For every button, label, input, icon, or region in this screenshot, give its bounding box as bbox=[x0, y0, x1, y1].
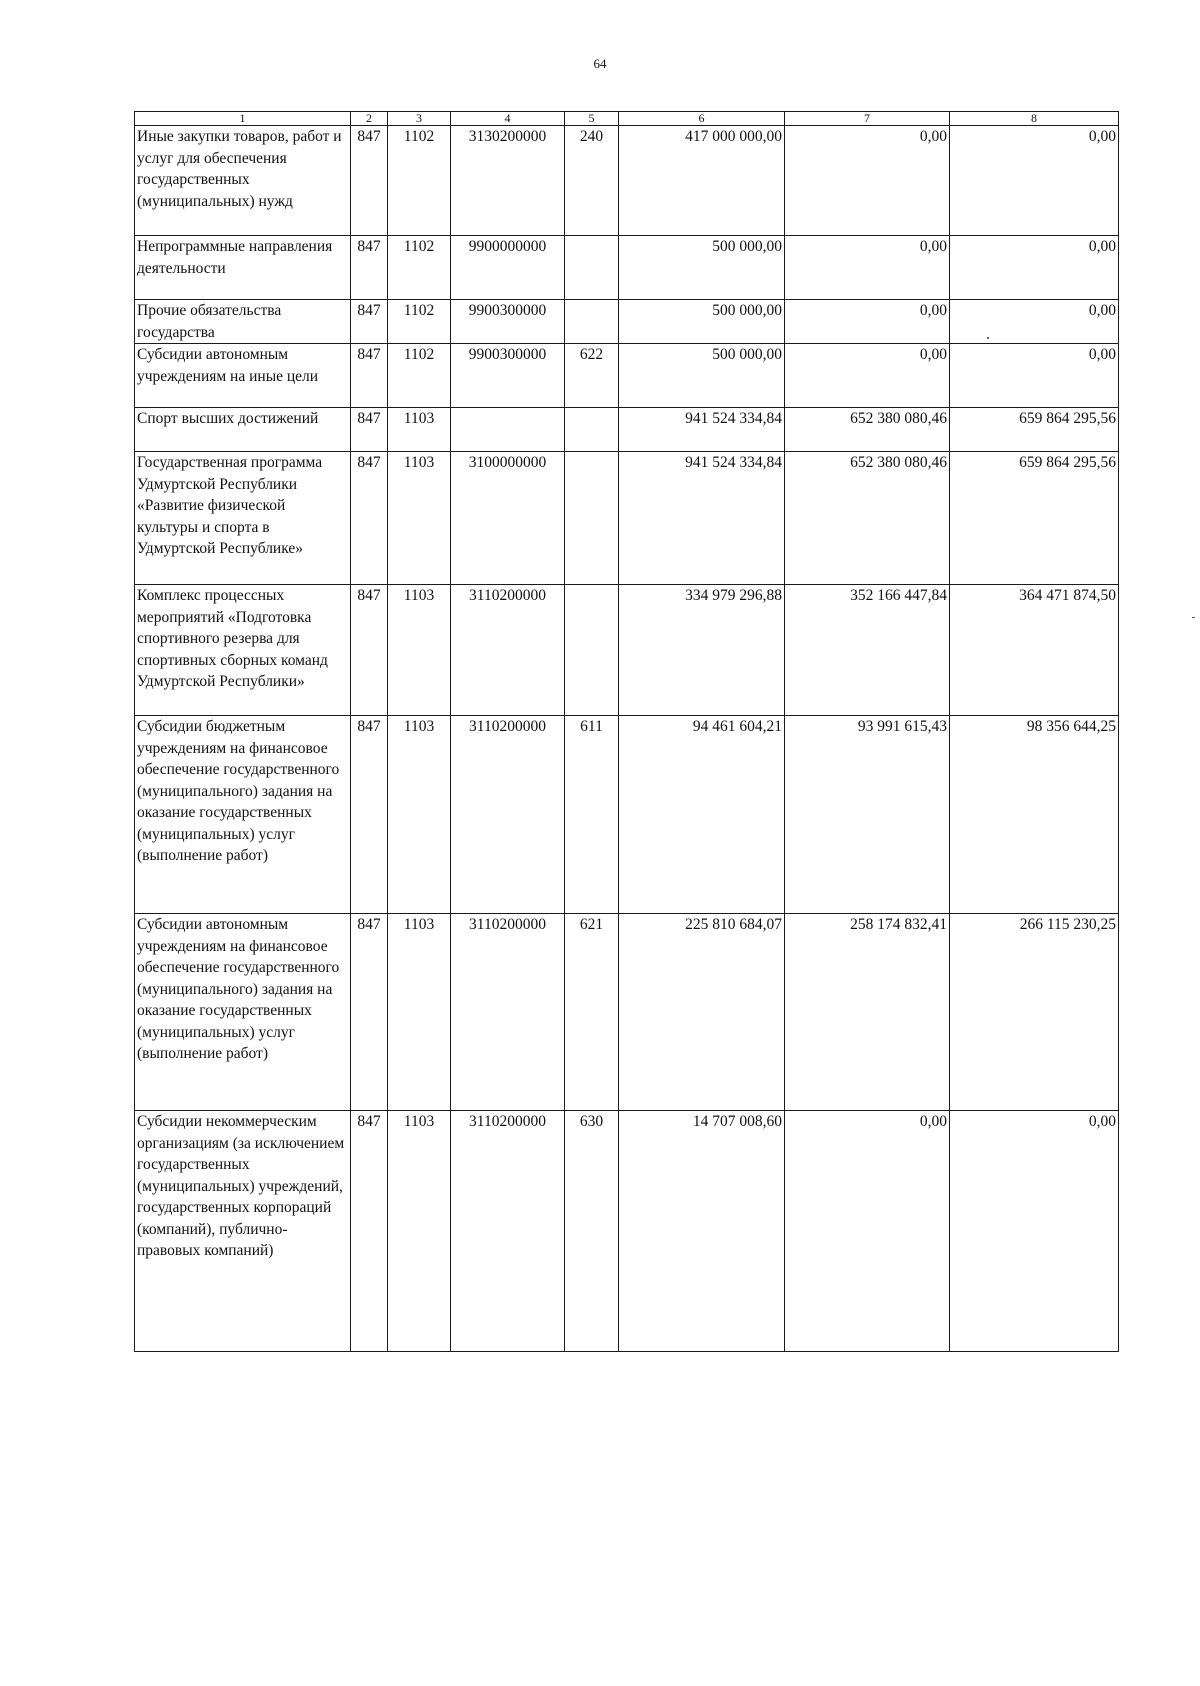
row-amount-col8: 364 471 874,50 bbox=[950, 585, 1119, 716]
row-target-code: 3100000000 bbox=[451, 452, 565, 585]
budget-table bbox=[134, 111, 1119, 1352]
row-expense-type bbox=[565, 300, 619, 344]
column-header: 5 bbox=[565, 112, 619, 126]
table-row bbox=[135, 585, 1119, 716]
row-name: Субсидии автономным учреждениям на иные цели bbox=[135, 344, 351, 408]
row-amount-col8: 0,00 bbox=[950, 126, 1119, 236]
column-header: 8 bbox=[950, 112, 1119, 126]
row-amount-col7: 352 166 447,84 bbox=[785, 585, 950, 716]
row-name: Спорт высших достижений bbox=[135, 408, 351, 452]
row-expense-type: 622 bbox=[565, 344, 619, 408]
row-target-code: 3110200000 bbox=[451, 1111, 565, 1352]
row-name: Государственная программа Удмуртской Республики «Развитие физической культуры и спорта в Удмуртской Республике» bbox=[135, 452, 351, 585]
row-amount-col7: 258 174 832,41 bbox=[785, 914, 950, 1111]
row-name: Прочие обязательства государства bbox=[135, 300, 351, 344]
table-row bbox=[135, 236, 1119, 300]
row-section-code: 1102 bbox=[388, 126, 451, 236]
row-admin-code: 847 bbox=[351, 585, 388, 716]
row-expense-type bbox=[565, 452, 619, 585]
column-header: 4 bbox=[451, 112, 565, 126]
row-amount-col6: 417 000 000,00 bbox=[619, 126, 785, 236]
row-section-code: 1102 bbox=[388, 344, 451, 408]
row-amount-col8: 659 864 295,56 bbox=[950, 452, 1119, 585]
row-admin-code: 847 bbox=[351, 344, 388, 408]
row-section-code: 1103 bbox=[388, 585, 451, 716]
row-section-code: 1103 bbox=[388, 716, 451, 914]
row-name: Комплекс процессных мероприятий «Подготовка спортивного резерва для спортивных сборных команд Удмуртской Республики» bbox=[135, 585, 351, 716]
row-section-code: 1102 bbox=[388, 300, 451, 344]
row-amount-col6: 941 524 334,84 bbox=[619, 452, 785, 585]
row-admin-code: 847 bbox=[351, 716, 388, 914]
row-amount-col8: 0,00 bbox=[950, 300, 1119, 344]
page-number: 64 bbox=[593, 56, 607, 71]
row-amount-col6: 500 000,00 bbox=[619, 300, 785, 344]
row-target-code: 3110200000 bbox=[451, 585, 565, 716]
table-row bbox=[135, 300, 1119, 344]
row-expense-type: 611 bbox=[565, 716, 619, 914]
table-row bbox=[135, 716, 1119, 914]
row-name: Непрограммные направления деятельности bbox=[135, 236, 351, 300]
row-amount-col7: 652 380 080,46 bbox=[785, 408, 950, 452]
column-header: 3 bbox=[388, 112, 451, 126]
margin-mark bbox=[1192, 617, 1195, 618]
column-header: 1 bbox=[135, 112, 351, 126]
column-header: 7 bbox=[785, 112, 950, 126]
row-expense-type: 630 bbox=[565, 1111, 619, 1352]
row-expense-type bbox=[565, 408, 619, 452]
row-section-code: 1102 bbox=[388, 236, 451, 300]
row-amount-col8: 0,00 bbox=[950, 1111, 1119, 1352]
row-amount-col6: 941 524 334,84 bbox=[619, 408, 785, 452]
table-row bbox=[135, 344, 1119, 408]
row-amount-col7: 0,00 bbox=[785, 1111, 950, 1352]
column-header: 2 bbox=[351, 112, 388, 126]
row-section-code: 1103 bbox=[388, 914, 451, 1111]
table-row bbox=[135, 452, 1119, 585]
row-amount-col8: 266 115 230,25 bbox=[950, 914, 1119, 1111]
row-amount-col6: 14 707 008,60 bbox=[619, 1111, 785, 1352]
row-amount-col6: 225 810 684,07 bbox=[619, 914, 785, 1111]
row-target-code: 3110200000 bbox=[451, 914, 565, 1111]
row-admin-code: 847 bbox=[351, 236, 388, 300]
row-expense-type bbox=[565, 236, 619, 300]
row-amount-col7: 93 991 615,43 bbox=[785, 716, 950, 914]
row-name: Иные закупки товаров, работ и услуг для обеспечения государственных (муниципальных) нужд bbox=[135, 126, 351, 236]
row-amount-col8: 0,00 bbox=[950, 236, 1119, 300]
table-row bbox=[135, 126, 1119, 236]
row-section-code: 1103 bbox=[388, 1111, 451, 1352]
table-row bbox=[135, 408, 1119, 452]
row-name: Субсидии некоммерческим организациям (за исключением государственных (муниципальных) учреждений, государственных корпораций (компаний), публично-правовых компаний) bbox=[135, 1111, 351, 1352]
row-amount-col7: 0,00 bbox=[785, 126, 950, 236]
table-row bbox=[135, 1111, 1119, 1352]
row-admin-code: 847 bbox=[351, 300, 388, 344]
row-section-code: 1103 bbox=[388, 452, 451, 585]
row-target-code: 3110200000 bbox=[451, 716, 565, 914]
row-target-code: 9900300000 bbox=[451, 300, 565, 344]
row-amount-col6: 500 000,00 bbox=[619, 236, 785, 300]
row-amount-col7: 652 380 080,46 bbox=[785, 452, 950, 585]
row-name: Субсидии бюджетным учреждениям на финансовое обеспечение государственного (муниципального) задания на оказание государственных (муниципальных) услуг (выполнение работ) bbox=[135, 716, 351, 914]
row-amount-col8: 0,00 bbox=[950, 344, 1119, 408]
row-section-code: 1103 bbox=[388, 408, 451, 452]
row-name: Субсидии автономным учреждениям на финансовое обеспечение государственного (муниципального) задания на оказание государственных (муниципальных) услуг (выполнение работ) bbox=[135, 914, 351, 1111]
table-row bbox=[135, 914, 1119, 1111]
row-amount-col7: 0,00 bbox=[785, 344, 950, 408]
row-admin-code: 847 bbox=[351, 1111, 388, 1352]
column-number-row bbox=[135, 112, 1119, 126]
row-admin-code: 847 bbox=[351, 408, 388, 452]
row-amount-col6: 94 461 604,21 bbox=[619, 716, 785, 914]
row-target-code: 3130200000 bbox=[451, 126, 565, 236]
row-expense-type: 240 bbox=[565, 126, 619, 236]
row-amount-col8: 659 864 295,56 bbox=[950, 408, 1119, 452]
row-admin-code: 847 bbox=[351, 126, 388, 236]
column-header: 6 bbox=[619, 112, 785, 126]
row-amount-col8: 98 356 644,25 bbox=[950, 716, 1119, 914]
row-admin-code: 847 bbox=[351, 452, 388, 585]
row-target-code: 9900000000 bbox=[451, 236, 565, 300]
row-target-code: 9900300000 bbox=[451, 344, 565, 408]
row-amount-col7: 0,00 bbox=[785, 236, 950, 300]
row-admin-code: 847 bbox=[351, 914, 388, 1111]
scan-speck bbox=[987, 337, 989, 339]
row-expense-type bbox=[565, 585, 619, 716]
row-amount-col6: 334 979 296,88 bbox=[619, 585, 785, 716]
row-amount-col6: 500 000,00 bbox=[619, 344, 785, 408]
row-amount-col7: 0,00 bbox=[785, 300, 950, 344]
row-expense-type: 621 bbox=[565, 914, 619, 1111]
row-target-code bbox=[451, 408, 565, 452]
